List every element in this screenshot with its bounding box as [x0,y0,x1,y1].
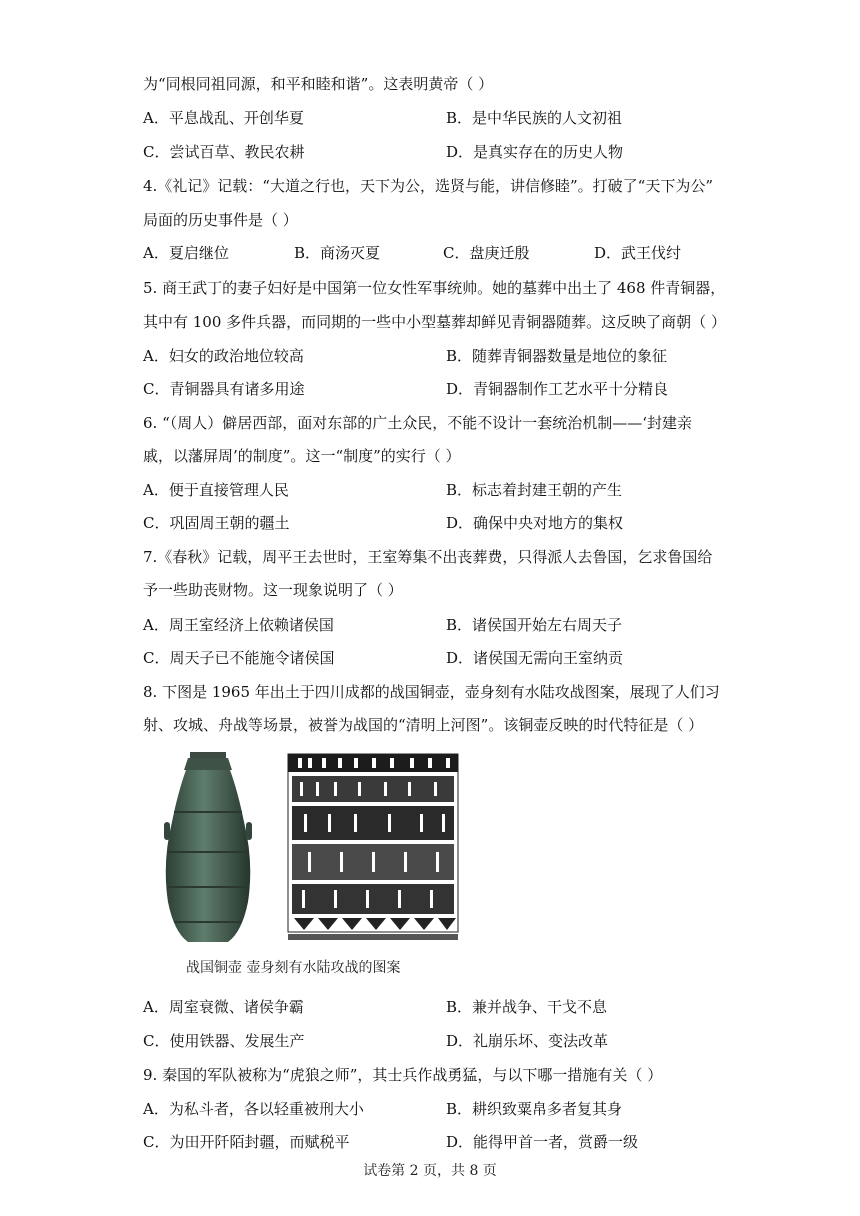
q9-option-a: A．为私斗者，各以轻重被刑大小 [143,1100,364,1118]
question-4-stem-line2: 局面的历史事件是（ ） [143,211,298,229]
q3-option-c: C．尝试百草、教民农耕 [143,143,305,161]
q8-option-d: D．礼崩乐坏、变法改革 [446,1032,609,1050]
question-8-stem-line2: 射、攻城、舟战等场景，被誉为战国的“清明上河图”。该铜壶反映的时代特征是（ ） [143,716,704,734]
q3-option-a: A．平息战乱、开创华夏 [143,109,304,127]
q3-option-d: D．是真实存在的历史人物 [446,143,624,161]
question-8-stem-line1: 8. 下图是 1965 年出土于四川成都的战国铜壶，壶身刻有水陆攻战图案，展现了人们习 [143,683,720,701]
q4-option-b: B．商汤灭夏 [294,244,381,262]
q9-option-d: D．能得甲首一者，赏爵一级 [446,1133,639,1151]
q9-option-b: B．耕织致粟帛多者复其身 [446,1100,623,1118]
q6-option-c: C．巩固周王朝的疆土 [143,514,290,532]
q4-option-c: C．盘庚迁殷 [443,244,530,262]
bronze-pot-image [164,752,252,942]
battle-pattern-drawing [288,754,458,940]
question-9-stem: 9. 秦国的军队被称为“虎狼之师”，其士兵作战勇猛，与以下哪一措施有关（ ） [143,1066,663,1084]
q7-option-d: D．诸侯国无需向王室纳贡 [446,649,624,667]
q5-option-c: C．青铜器具有诸多用途 [143,380,305,398]
q3-option-b: B．是中华民族的人文初祖 [446,109,623,127]
bronze-pot-illustration [158,752,470,952]
question-6-stem-line2: 戚，以藩屏周’的制度”。这一“制度”的实行（ ） [143,447,461,465]
q5-option-d: D．青铜器制作工艺水平十分精良 [446,380,669,398]
question-6-stem-line1: 6. “（周人）僻居西部，面对东部的广土众民，不能不设计一套统治机制——‘封建亲 [143,414,693,432]
question-4-stem-line1: 4.《礼记》记载：“大道之行也，天下为公，选贤与能，讲信修睦”。打破了“天下为公” [143,177,713,195]
q6-option-b: B．标志着封建王朝的产生 [446,481,623,499]
question-7-stem-line1: 7.《春秋》记载，周平王去世时，王室筹集不出丧葬费，只得派人去鲁国，乞求鲁国给 [143,548,713,566]
q7-option-a: A．周王室经济上依赖诸侯国 [143,616,334,634]
bronze-pot-figure [158,752,470,982]
q5-option-b: B．随葬青铜器数量是地位的象征 [446,347,668,365]
q8-option-a: A．周室衰微、诸侯争霸 [143,998,304,1016]
q6-option-a: A．便于直接管理人民 [143,481,289,499]
question-5-stem-line1: 5. 商王武丁的妻子妇好是中国第一位女性军事统帅。她的墓葬中出土了 468 件青铜器， [143,279,726,297]
q5-option-a: A．妇女的政治地位较高 [143,347,304,365]
q7-option-b: B．诸侯国开始左右周天子 [446,616,623,634]
question-5-stem-line2: 其中有 100 多件兵器，而同期的一些中小型墓葬却鲜见青铜器随葬。这反映了商朝（ ） [143,313,726,331]
question-7-stem-line2: 予一些助丧财物。这一现象说明了（ ） [143,581,403,599]
q4-option-a: A．夏启继位 [143,244,229,262]
figure-caption: 战国铜壶 壶身刻有水陆攻战的图案 [186,960,401,976]
q9-option-c: C．为田开阡陌封疆，而赋税平 [143,1133,350,1151]
page-footer: 试卷第 2 页，共 8 页 [363,1163,497,1179]
q6-option-d: D．确保中央对地方的集权 [446,514,624,532]
question-3-stem-tail: 为“同根同祖同源，和平和睦和谐”。这表明黄帝（ ） [143,75,494,93]
q8-option-c: C．使用铁器、发展生产 [143,1032,305,1050]
q7-option-c: C．周天子已不能施令诸侯国 [143,649,335,667]
q8-option-b: B．兼并战争、干戈不息 [446,998,608,1016]
q4-option-d: D．武王伐纣 [594,244,682,262]
